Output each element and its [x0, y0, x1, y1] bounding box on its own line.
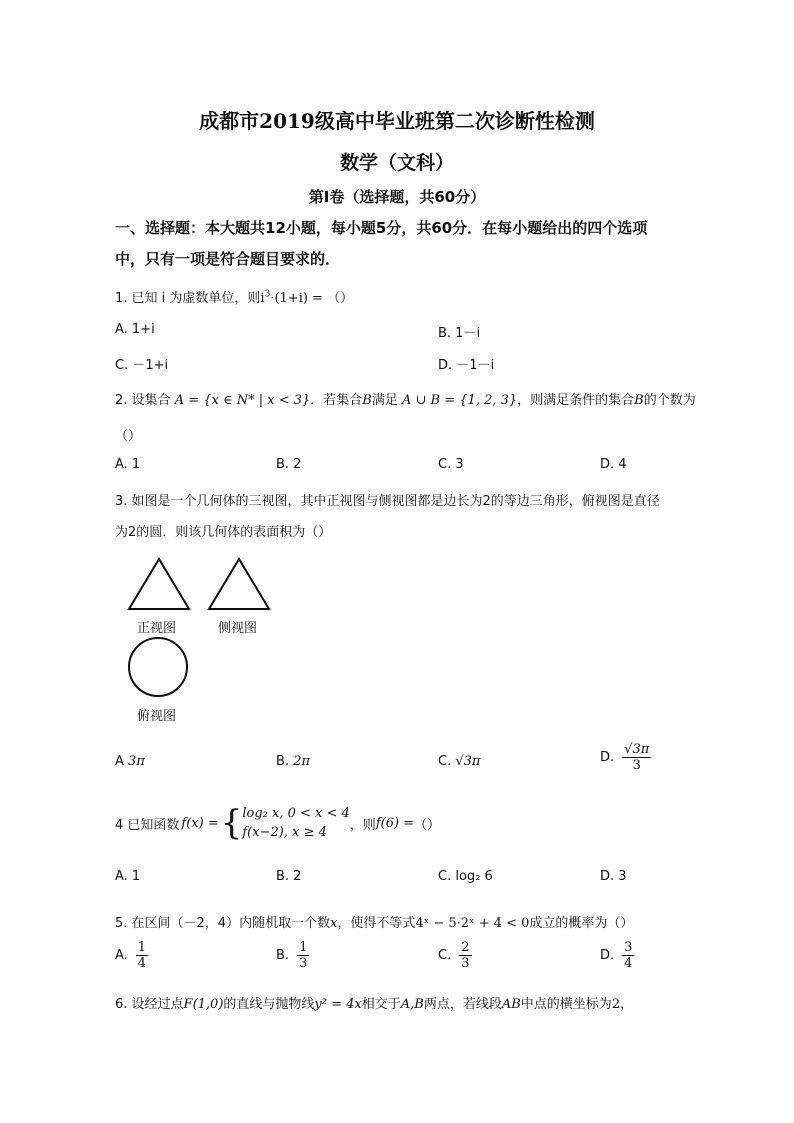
question-3-line2: 为2的圆．则该几何体的表面积为（） [115, 525, 332, 540]
q1-expr-exp: 3 [264, 289, 271, 300]
front-view-triangle [129, 559, 189, 609]
q3-option-a [115, 754, 145, 769]
caption-side-view: 侧视图 [218, 621, 258, 636]
q6-parabola: y² = 4x [314, 997, 362, 1012]
q6-value: 2， [611, 997, 634, 1012]
q6-segment: AB [501, 997, 521, 1012]
q5-option-c-denominator: 3 [461, 956, 470, 971]
q2-text-d: ，则满足条件的集合 [517, 393, 635, 408]
q3-option-c [438, 754, 480, 769]
q6-point: F(1,0) [183, 997, 224, 1012]
q2-set-a: A = {x ∈ N* | x < 3} [174, 393, 311, 408]
q3-option-b-label: B. [276, 754, 290, 769]
q4-option-d: D. 3 [600, 869, 627, 884]
q3-option-d-numerator: √3π [624, 742, 650, 757]
q5-option-c-label: C. [438, 948, 452, 963]
question-4-stem [115, 804, 440, 842]
q5-option-b [276, 940, 309, 971]
q3-option-d-label: D. [600, 750, 615, 765]
q2-option-b: B. 2 [276, 457, 302, 472]
q3-option-a-value: 3π [128, 754, 145, 769]
q5-option-b-label: B. [276, 948, 290, 963]
q2-text-c: 满足 [371, 393, 398, 408]
caption-front-view: 正视图 [137, 621, 177, 636]
q2-blank: （） [115, 429, 142, 444]
q5-inequality: 4ˣ − 5·2ˣ + 4 < 0 [415, 916, 530, 931]
q6-text-c: 相交于 [361, 997, 401, 1012]
q1-option-b: B. 1－i [438, 326, 481, 341]
q6-text-b: 的直线与抛物线 [223, 997, 315, 1012]
q2-text-a: 2. 设集合 [115, 393, 171, 408]
top-view-circle [129, 638, 187, 696]
q3-option-d-denominator: 3 [632, 758, 641, 773]
q3-option-c-label: C. [438, 754, 452, 769]
q4-text-b: ，则 [349, 817, 376, 833]
q5-option-c-fraction [459, 940, 471, 971]
q5-option-a-label: A. [115, 948, 128, 963]
q6-text-e: 中点的横坐标为 [520, 997, 612, 1012]
q4-case-1: log₂ x, 0 < x < 4 [242, 806, 350, 821]
q5-option-b-fraction [297, 940, 309, 971]
question-1-stem [115, 287, 353, 306]
exam-title: 成都市2019级高中毕业班第二次诊断性检测 [199, 109, 595, 133]
q5-option-a-fraction [136, 940, 148, 971]
part-heading: 第Ⅰ卷（选择题，共60分） [308, 188, 486, 206]
caption-top-view: 俯视图 [137, 709, 177, 724]
section-instructions-line1: 一、选择题：本大题共12小题，每小题5分，共60分．在每小题给出的四个选项 [115, 219, 648, 237]
q1-option-d: D. －1－i [438, 358, 495, 373]
q4-text: 4 已知函数 [115, 817, 180, 833]
q5-text-c: 成立的概率为（） [529, 916, 634, 931]
q5-option-b-denominator: 3 [299, 956, 308, 971]
q4-blank: （） [414, 817, 441, 833]
q4-case-2: f(x−2), x ≥ 4 [242, 825, 327, 840]
question-3-line1: 3. 如图是一个几何体的三视图，其中正视图与侧视图都是边长为2的等边三角形，俯视图是直径 [115, 494, 660, 509]
q5-option-d-numerator: 3 [624, 940, 633, 955]
q3-option-c-value: √3π [455, 754, 481, 769]
q3-option-d [600, 742, 651, 773]
q3-option-b [276, 754, 310, 769]
q2-option-d: D. 4 [600, 457, 627, 472]
q4-f6: f(6) = [375, 815, 415, 831]
q5-option-b-numerator: 1 [299, 940, 308, 955]
q4-option-a: A. 1 [115, 869, 141, 884]
q2-var-b: B [362, 393, 372, 408]
exam-subtitle: 数学（文科） [339, 152, 454, 174]
q2-option-c: C. 3 [438, 457, 464, 472]
q2-union: A ∪ B = {1, 2, 3} [402, 393, 518, 408]
q1-expr-base: i [260, 291, 265, 306]
q2-text-e: 的个数为 [643, 393, 696, 408]
q6-text-a: 6. 设经过点 [115, 997, 184, 1012]
q3-option-d-fraction [622, 742, 651, 773]
q3-option-a-label: A [115, 754, 124, 769]
q6-text-d: 两点，若线段 [423, 997, 502, 1012]
q4-piecewise-cases [242, 804, 349, 842]
q5-text-a: 5. 在区间（－2，4）内随机取一个数 [115, 916, 331, 931]
question-6-stem [115, 993, 633, 1012]
q2-option-a: A. 1 [115, 457, 141, 472]
q5-option-d [600, 940, 634, 971]
q6-ab: A,B [400, 997, 424, 1012]
q5-text-b: ，使得不等式 [337, 916, 416, 931]
q5-option-c [438, 940, 472, 971]
q5-var-x: x [330, 916, 338, 931]
q2-var-b2: B [634, 393, 644, 408]
q4-option-c: C. log₂ 6 [438, 869, 493, 884]
q1-blank: （） [327, 291, 354, 306]
side-view-triangle [209, 559, 269, 609]
q2-text-b: ．若集合 [310, 393, 363, 408]
q5-option-d-fraction [622, 940, 634, 971]
q3-option-b-value: 2π [293, 754, 311, 769]
question-2-stem [115, 389, 696, 408]
q4-option-b: B. 2 [276, 869, 302, 884]
q5-option-c-numerator: 2 [461, 940, 470, 955]
q1-expr-rest: ·(1+i) = [270, 291, 328, 306]
section-instructions-line2: 中，只有一项是符合题目要求的． [115, 250, 341, 268]
q4-fx: f(x) = [181, 815, 219, 831]
q1-text: 1. 已知 i 为虚数单位，则 [115, 291, 261, 306]
q1-option-a: A. 1+i [115, 322, 155, 337]
q1-option-c: C. －1+i [115, 358, 169, 373]
q5-option-a-denominator: 4 [137, 956, 147, 971]
question-5-stem [115, 912, 633, 931]
q5-option-d-label: D. [600, 948, 615, 963]
q5-option-d-denominator: 4 [624, 956, 633, 971]
q5-option-a [115, 940, 148, 971]
three-view-figure [120, 553, 280, 723]
q4-piecewise-brace: { [220, 803, 243, 843]
q5-option-a-numerator: 1 [137, 940, 147, 955]
